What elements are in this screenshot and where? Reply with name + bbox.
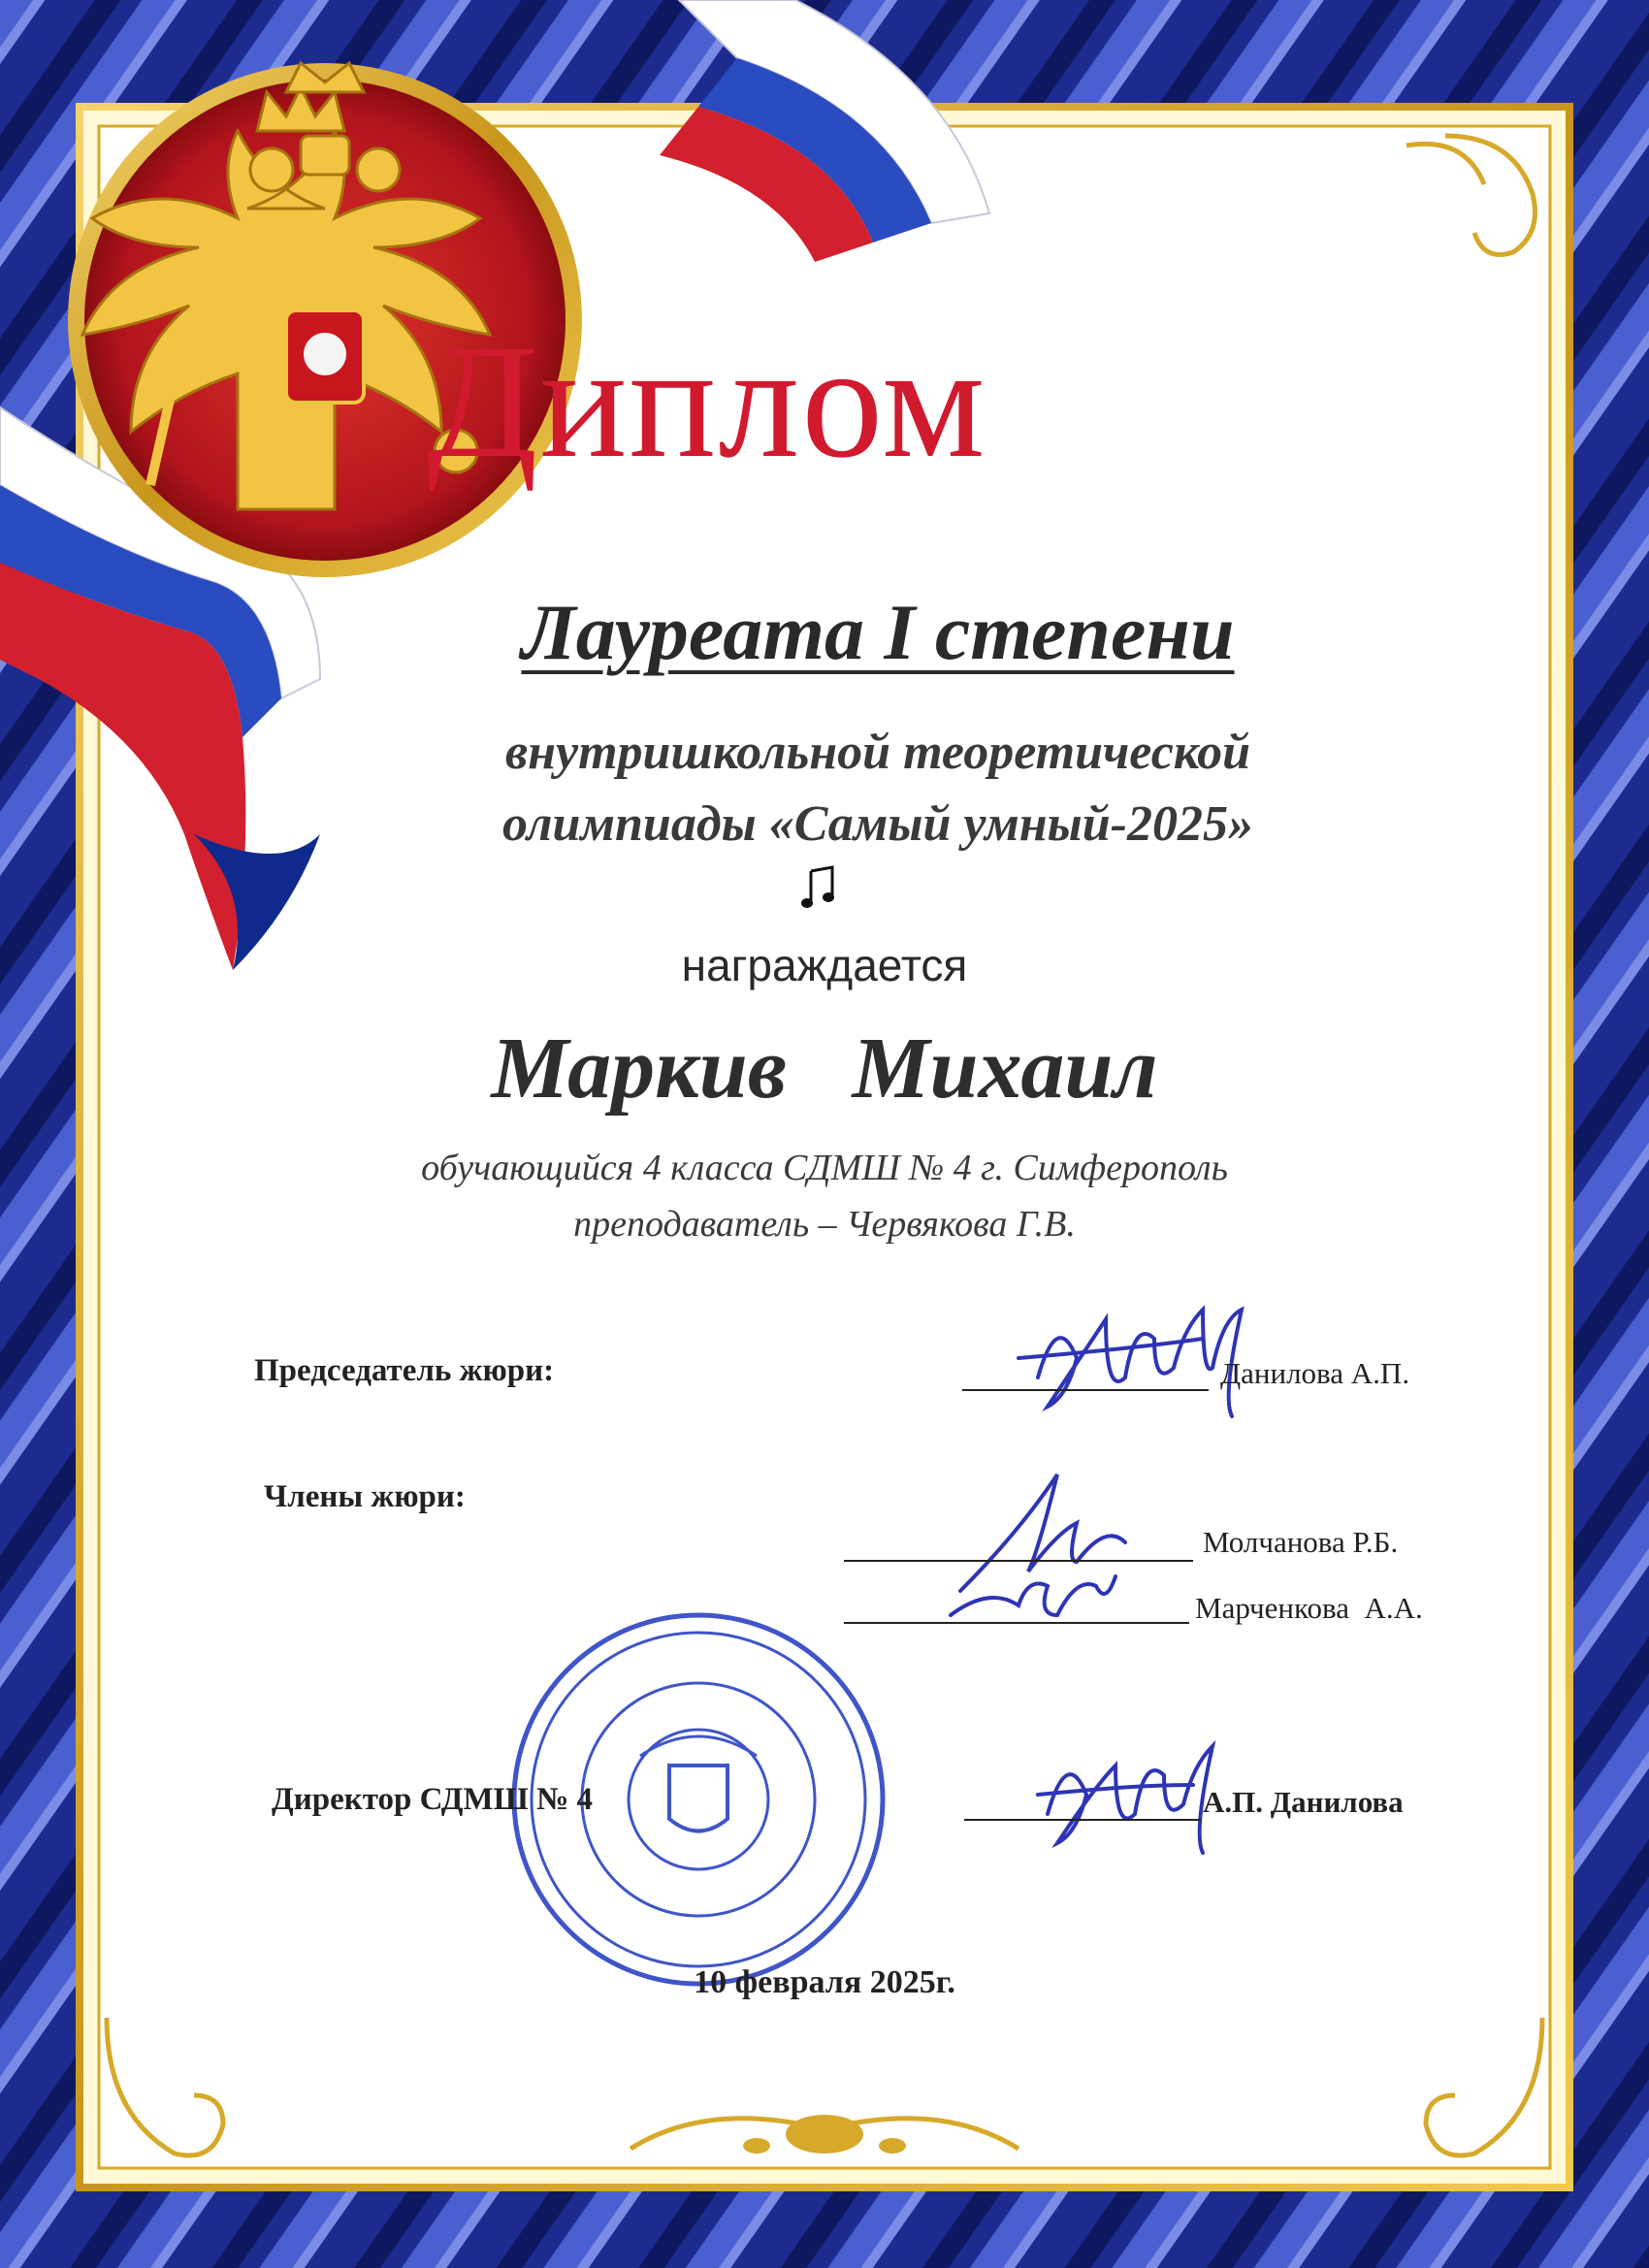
director-name: А.П. Данилова (1203, 1785, 1404, 1819)
director-label: Директор СДМШ № 4 (272, 1782, 594, 1817)
degree-heading: Лауреата I степени (521, 588, 1235, 676)
jury-chair-label: Председатель жюри: (254, 1353, 555, 1388)
event-line-2: олимпиады «Самый умный-2025» (502, 796, 1253, 852)
director-signature-line (964, 1819, 1201, 1821)
event-line-1: внутришкольной теоретической (504, 725, 1251, 780)
jury-member-1: Молчанова Р.Б. (1203, 1525, 1399, 1559)
member-2-signature-line (844, 1622, 1189, 1624)
jury-chair-name: Данилова А.П. (1220, 1356, 1410, 1390)
chair-signature-line (962, 1389, 1209, 1391)
student-info: обучающийся 4 класса СДМШ № 4 г. Симферополь (421, 1148, 1228, 1188)
music-note-icon (801, 865, 836, 910)
teacher-info: преподаватель – Червякова Г.В. (573, 1204, 1076, 1245)
recipient-name: Маркив Михаил (491, 1021, 1158, 1117)
member-1-signature-line (844, 1560, 1193, 1562)
jury-members-label: Члены жюри: (264, 1479, 466, 1514)
awarded-text: награждается (681, 940, 968, 990)
jury-member-2: Марченкова А.А. (1195, 1591, 1423, 1625)
issue-date: 10 февраля 2025г. (694, 1964, 955, 2000)
page-title: Диплом (427, 311, 987, 492)
